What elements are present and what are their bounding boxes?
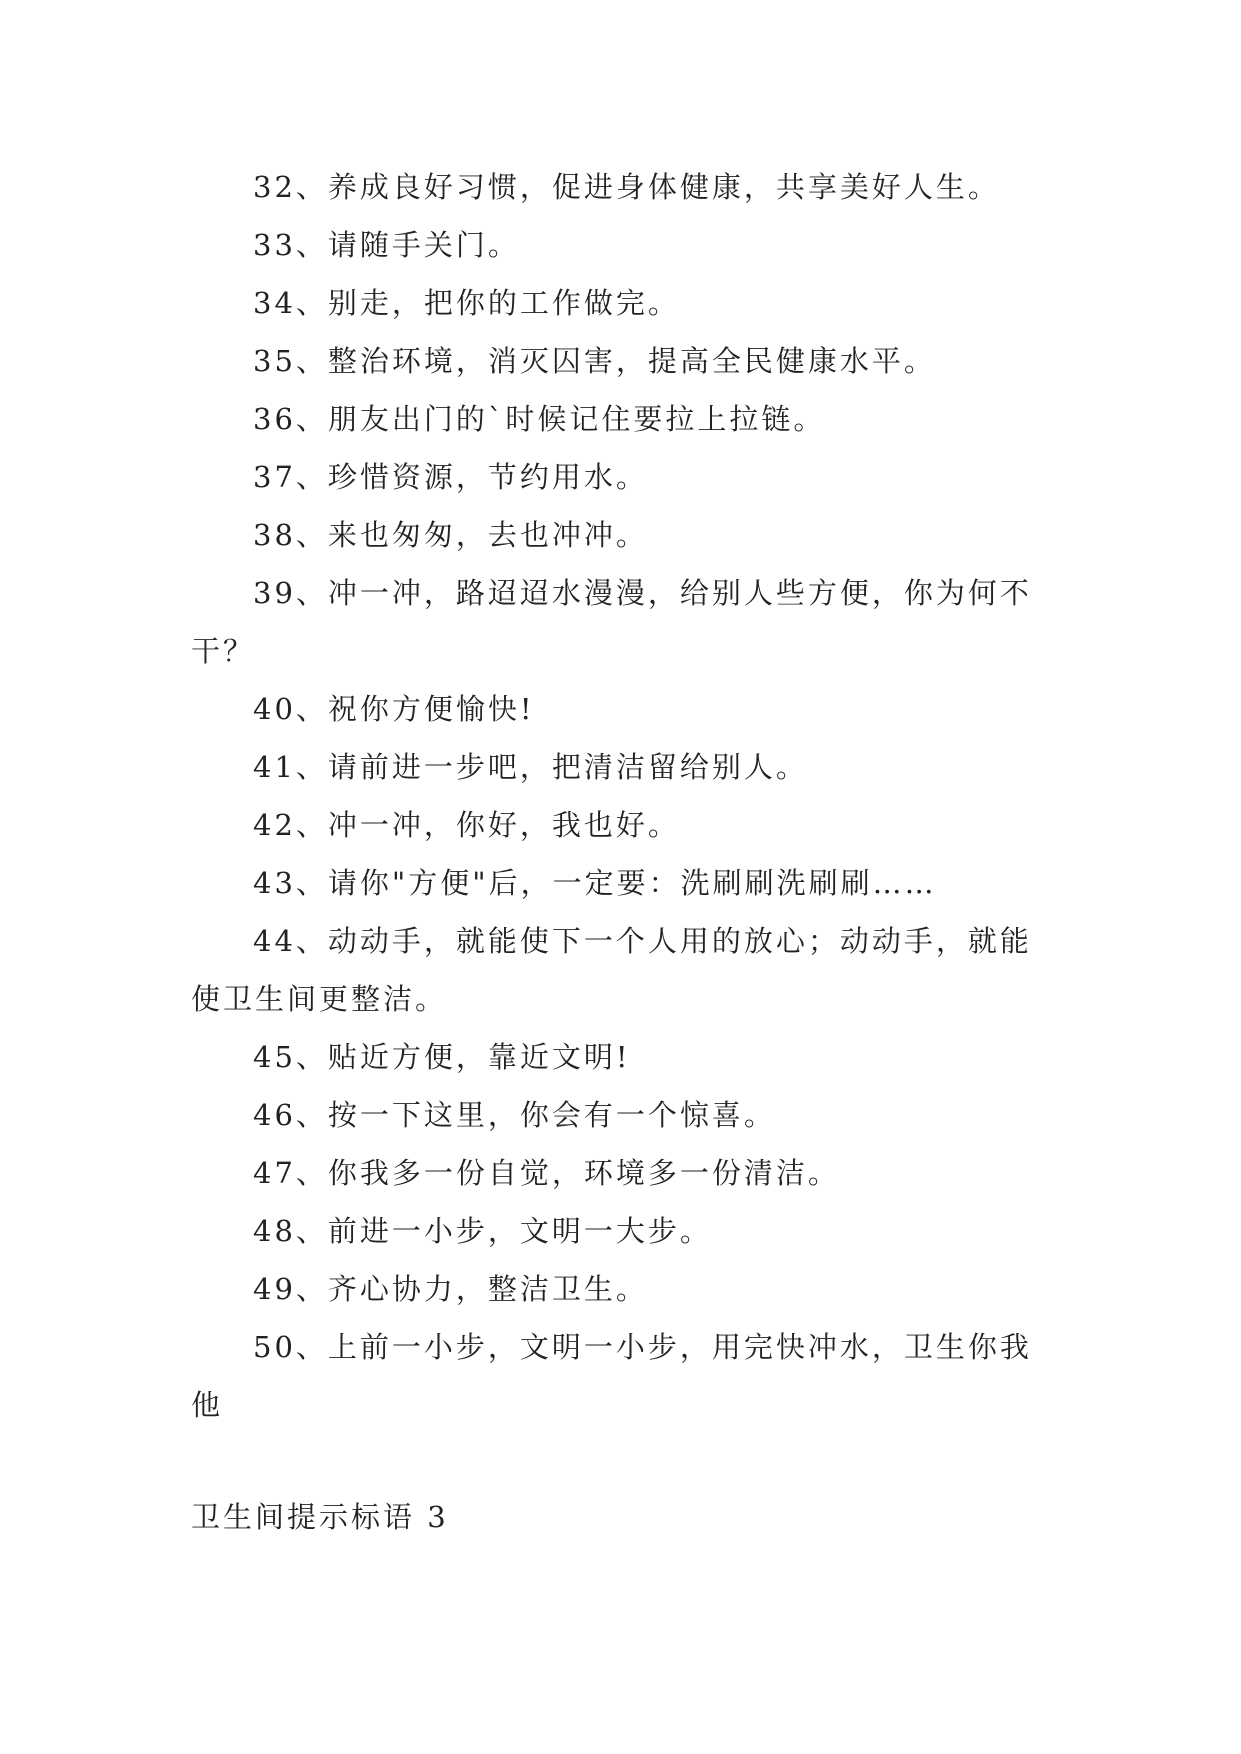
paragraph-line-32: 32、养成良好习惯，促进身体健康，共享美好人生。 <box>253 170 1000 204</box>
document-body <box>191 158 1051 1434</box>
paragraph-line-39: 39、冲一冲，路迢迢水漫漫，给别人些方便，你为何不 <box>253 576 1032 610</box>
paragraph-line-48: 48、前进一小步，文明一大步。 <box>253 1214 712 1248</box>
paragraph-line-50-continued: 他 <box>191 1388 224 1422</box>
paragraph-line-45: 45、贴近方便，靠近文明! <box>253 1040 631 1074</box>
paragraph-line-44-continued: 使卫生间更整洁。 <box>191 982 448 1016</box>
paragraph-line-43: 43、请你"方便"后，一定要：洗刷刷洗刷刷…… <box>253 866 937 900</box>
paragraph-line-34: 34、别走，把你的工作做完。 <box>253 286 680 320</box>
section-heading: 卫生间提示标语 3 <box>191 1500 449 1534</box>
paragraph-line-35: 35、整治环境，消灭囚害，提高全民健康水平。 <box>253 344 936 378</box>
paragraph-line-36: 36、朋友出门的`时候记住要拉上拉链。 <box>253 402 826 436</box>
paragraph-line-33: 33、请随手关门。 <box>253 228 520 262</box>
paragraph-line-46: 46、按一下这里，你会有一个惊喜。 <box>253 1098 776 1132</box>
paragraph-line-41: 41、请前进一步吧，把清洁留给别人。 <box>253 750 808 784</box>
paragraph-line-44: 44、动动手，就能使下一个人用的放心；动动手，就能 <box>253 924 1032 958</box>
paragraph-line-47: 47、你我多一份自觉，环境多一份清洁。 <box>253 1156 840 1190</box>
paragraph-line-37: 37、珍惜资源，节约用水。 <box>253 460 648 494</box>
paragraph-line-50: 50、上前一小步，文明一小步，用完快冲水，卫生你我 <box>253 1330 1032 1364</box>
paragraph-line-40: 40、祝你方便愉快! <box>253 692 535 726</box>
paragraph-line-39-continued: 干？ <box>191 634 256 668</box>
paragraph-line-42: 42、冲一冲，你好，我也好。 <box>253 808 680 842</box>
paragraph-line-49: 49、齐心协力，整洁卫生。 <box>253 1272 648 1306</box>
paragraph-line-38: 38、来也匆匆，去也冲冲。 <box>253 518 648 552</box>
